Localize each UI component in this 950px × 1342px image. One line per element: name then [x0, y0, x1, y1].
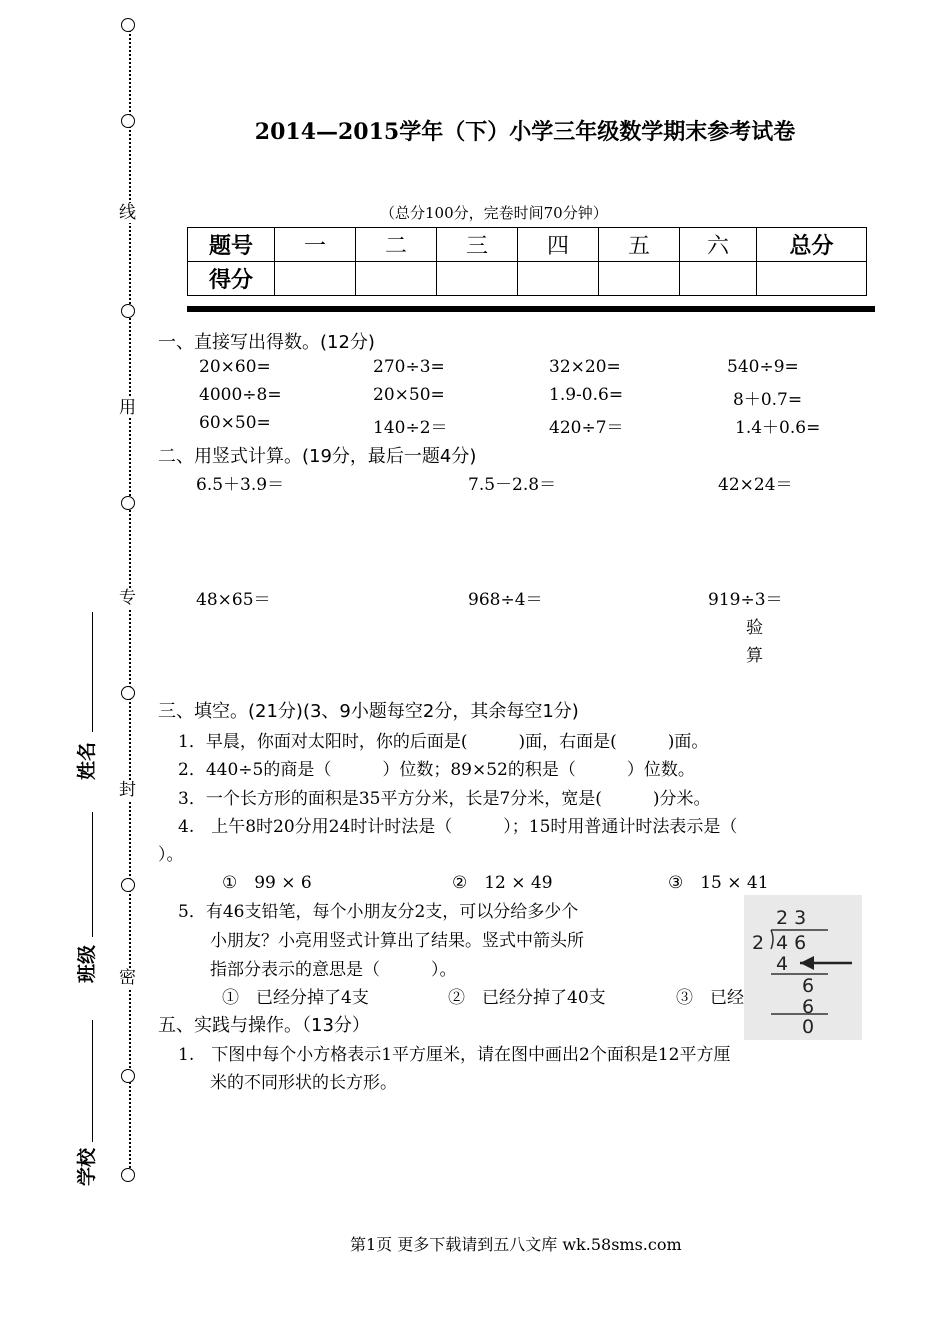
page-footer: 第1页 更多下载请到五八文库 wk.58sms.com: [350, 1235, 682, 1254]
option: ② 12 × 49: [452, 873, 553, 893]
column-3: 三: [437, 228, 518, 262]
score-cell[interactable]: [356, 262, 437, 296]
class-blank-line: [92, 812, 93, 937]
margin-char-yong: 用: [119, 398, 136, 418]
header-divider: [187, 306, 875, 312]
check-label-2: 算: [746, 646, 763, 666]
division-step-3: 6: [802, 996, 815, 1018]
margin-char-zhuan: 专: [119, 588, 136, 608]
s3-item-4-cont: ）。: [158, 845, 184, 865]
column-2: 二: [356, 228, 437, 262]
quotient: 2 3: [776, 907, 807, 929]
division-step-2: 6: [802, 975, 815, 997]
exam-subtitle: （总分100分，完卷时间70分钟）: [380, 204, 608, 222]
s2-problem: 6.5＋3.9＝: [196, 475, 285, 495]
s2-problem: 968÷4＝: [468, 590, 543, 610]
long-division-figure: [744, 895, 862, 1040]
section1-heading: 一、直接写出得数。(12分): [158, 332, 375, 353]
binding-hole: [121, 496, 135, 510]
dividend: 4 6: [776, 932, 807, 954]
column-5: 五: [599, 228, 680, 262]
s3-item-5-line2: 小朋友？小亮用竖式计算出了结果。竖式中箭头所: [210, 931, 584, 951]
name-label: 姓名: [76, 741, 98, 780]
column-6: 六: [680, 228, 757, 262]
score-cell[interactable]: [437, 262, 518, 296]
check-label-1: 验: [746, 618, 763, 638]
s1-problem: 140÷2＝: [373, 418, 448, 438]
binding-hole: [121, 686, 135, 700]
option: ③ 15 × 41: [668, 873, 769, 893]
s1-problem: 4000÷8=: [199, 385, 282, 405]
name-blank-line: [92, 612, 93, 732]
binding-hole: [121, 878, 135, 892]
s1-problem: 8＋0.7=: [733, 390, 803, 410]
s2-problem: 7.5－2.8＝: [468, 475, 557, 495]
school-blank-line: [92, 1020, 93, 1142]
s1-problem: 32×20=: [549, 357, 621, 377]
s2-problem: 48×65＝: [196, 590, 271, 610]
margin-char-xian: 线: [119, 203, 136, 223]
question-number-header: 题号: [188, 228, 275, 262]
s1-problem: 1.9-0.6=: [549, 385, 624, 405]
binding-hole: [121, 1069, 135, 1083]
score-table-header-row: [188, 228, 867, 262]
column-total: 总分: [757, 228, 867, 262]
s1-problem: 20×50=: [373, 385, 445, 405]
s5-item-1-line2: 米的不同形状的长方形。: [210, 1073, 397, 1093]
divisor: 2: [752, 932, 765, 954]
item5-option: ② 已经分掉了40支: [448, 988, 606, 1008]
binding-hole: [121, 1168, 135, 1182]
score-row-label: 得分: [188, 262, 275, 296]
s1-problem: 420÷7＝: [549, 418, 624, 438]
margin-char-feng: 封: [119, 780, 136, 800]
division-remainder: 0: [802, 1016, 815, 1038]
binding-hole: [121, 18, 135, 32]
school-label: 学校: [76, 1147, 98, 1186]
s1-problem: 270÷3=: [373, 357, 445, 377]
s3-item-2: 2．440÷5的商是（ ）位数；89×52的积是（ ）位数。: [178, 760, 695, 780]
s1-problem: 20×60=: [199, 357, 271, 377]
column-4: 四: [518, 228, 599, 262]
s3-item-4: 4. 上午8时20分用24时计时法是（ ）；15时用普通计时法表示是（: [178, 817, 738, 837]
s3-item-5-line1: 5．有46支铅笔，每个小朋友分2支，可以分给多少个: [178, 902, 579, 922]
s1-problem: 1.4＋0.6=: [735, 418, 821, 438]
score-cell[interactable]: [275, 262, 356, 296]
score-table: [187, 227, 867, 296]
score-cell[interactable]: [599, 262, 680, 296]
column-1: 一: [275, 228, 356, 262]
option: ① 99 × 6: [222, 873, 312, 893]
s1-problem: 540÷9=: [727, 357, 799, 377]
score-cell[interactable]: [680, 262, 757, 296]
s3-item-5-line3: 指部分表示的意思是（ ）。: [210, 960, 457, 980]
item5-option: ① 已经分掉了4支: [222, 988, 369, 1008]
score-cell[interactable]: [757, 262, 867, 296]
score-table-score-row: [188, 262, 867, 296]
s3-item-1: 1．早晨，你面对太阳时，你的后面是( )面，右面是( )面。: [178, 732, 709, 752]
score-cell[interactable]: [518, 262, 599, 296]
s5-item-1-line1: 1. 下图中每个小方格表示1平方厘米，请在图中画出2个面积是12平方厘: [178, 1045, 731, 1065]
section2-heading: 二、用竖式计算。(19分，最后一题4分): [158, 446, 477, 467]
s1-problem: 60×50=: [199, 413, 271, 433]
section3-heading: 三、填空。(21分)(3、9小题每空2分，其余每空1分): [158, 701, 579, 722]
item5-option: ③ 已经: [676, 988, 744, 1008]
section5-heading: 五、实践与操作。（13分）: [158, 1015, 370, 1036]
s2-problem: 42×24＝: [718, 475, 793, 495]
binding-hole: [121, 304, 135, 318]
margin-char-mi: 密: [119, 968, 136, 988]
exam-title: 2014—2015学年（下）小学三年级数学期末参考试卷: [254, 119, 796, 145]
division-step-1: 4: [776, 953, 789, 975]
s3-item-3: 3．一个长方形的面积是35平方分米，长是7分米，宽是( )分米。: [178, 789, 711, 809]
s2-problem: 919÷3＝: [708, 590, 783, 610]
class-label: 班级: [76, 944, 98, 983]
